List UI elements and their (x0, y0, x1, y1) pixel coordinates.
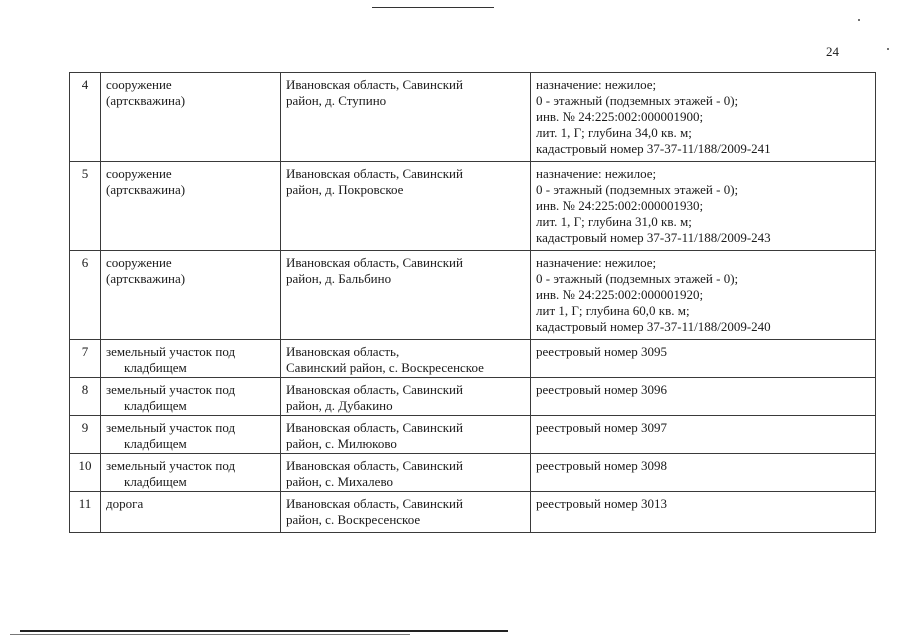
description-line: реестровый номер 3096 (536, 382, 668, 397)
row-number: 8 (81, 382, 89, 397)
address-line: Ивановская область, Савинский (286, 496, 463, 511)
table-row (70, 492, 876, 533)
object-name-cell (101, 454, 281, 492)
row-number-cell (70, 416, 101, 454)
table-row (70, 378, 876, 416)
object-name-line: сооружение (106, 77, 172, 92)
address-line: Ивановская область, (286, 344, 400, 359)
address-line: Савинский район, с. Воскресенское (286, 360, 484, 375)
address-line: район, д. Покровское (286, 182, 404, 197)
address-cell (281, 378, 531, 416)
address-line: район, с. Воскресенское (286, 512, 421, 527)
row-number-cell (70, 162, 101, 251)
address-line: район, д. Ступино (286, 93, 387, 108)
description-line: лит. 1, Г; глубина 31,0 кв. м; (536, 214, 692, 229)
object-name-line: земельный участок под (106, 344, 236, 359)
address-line: район, д. Бальбино (286, 271, 392, 286)
object-name-line: земельный участок под (106, 458, 236, 473)
object-name-line: земельный участок под (106, 420, 236, 435)
address-line: Ивановская область, Савинский (286, 420, 463, 435)
description-line: 0 - этажный (подземных этажей - 0); (536, 271, 739, 286)
object-name-cell (101, 340, 281, 378)
object-name-cell (101, 162, 281, 251)
description-line: реестровый номер 3013 (536, 496, 668, 511)
row-number-cell (70, 340, 101, 378)
table-row (70, 454, 876, 492)
object-name-line: (артскважина) (106, 182, 186, 197)
description-line: 0 - этажный (подземных этажей - 0); (536, 93, 739, 108)
scan-speck (858, 19, 860, 21)
description-line: кадастровый номер 37-37-11/188/2009-240 (536, 319, 771, 334)
address-line: Ивановская область, Савинский (286, 382, 463, 397)
address-cell (281, 162, 531, 251)
address-line: Ивановская область, Савинский (286, 458, 463, 473)
property-table (69, 72, 876, 533)
object-name-cell (101, 378, 281, 416)
address-cell (281, 73, 531, 162)
description-cell (531, 378, 876, 416)
description-line: инв. № 24:225:002:000001900; (536, 109, 704, 124)
description-line: лит. 1, Г; глубина 34,0 кв. м; (536, 125, 692, 140)
address-cell (281, 454, 531, 492)
row-number: 9 (81, 420, 89, 435)
address-cell (281, 492, 531, 533)
object-name-line: земельный участок под (106, 382, 236, 397)
description-line: реестровый номер 3097 (536, 420, 668, 435)
description-line: лит 1, Г; глубина 60,0 кв. м; (536, 303, 690, 318)
address-line: район, с. Михалево (286, 474, 393, 489)
object-name-cell (101, 251, 281, 340)
object-name-cell (101, 492, 281, 533)
footer-scan-rule (20, 630, 508, 632)
description-cell (531, 492, 876, 533)
object-name-line: кладбищем (124, 436, 187, 451)
description-line: назначение: нежилое; (536, 255, 657, 270)
address-cell (281, 340, 531, 378)
description-line: кадастровый номер 37-37-11/188/2009-241 (536, 141, 771, 156)
description-cell (531, 340, 876, 378)
object-name-line: кладбищем (124, 474, 187, 489)
description-line: инв. № 24:225:002:000001920; (536, 287, 704, 302)
footer-scan-rule-faint (10, 634, 410, 635)
object-name-line: кладбищем (124, 360, 187, 375)
object-name-line: дорога (106, 496, 144, 511)
description-cell (531, 416, 876, 454)
row-number-cell (70, 73, 101, 162)
page-number: 24 (826, 44, 839, 59)
object-name-line: (артскважина) (106, 271, 186, 286)
description-line: инв. № 24:225:002:000001930; (536, 198, 704, 213)
description-line: реестровый номер 3098 (536, 458, 668, 473)
row-number: 5 (81, 166, 89, 181)
table-row (70, 73, 876, 162)
description-line: кадастровый номер 37-37-11/188/2009-243 (536, 230, 771, 245)
scan-speck (887, 48, 889, 50)
object-name-line: (артскважина) (106, 93, 186, 108)
row-number: 10 (78, 458, 92, 473)
description-line: реестровый номер 3095 (536, 344, 668, 359)
object-name-line: сооружение (106, 166, 172, 181)
description-line: 0 - этажный (подземных этажей - 0); (536, 182, 739, 197)
object-name-line: сооружение (106, 255, 172, 270)
row-number-cell (70, 378, 101, 416)
row-number-cell (70, 454, 101, 492)
table-row (70, 251, 876, 340)
address-line: район, с. Милюково (286, 436, 397, 451)
description-cell (531, 454, 876, 492)
address-line: район, д. Дубакино (286, 398, 393, 413)
description-cell (531, 73, 876, 162)
row-number-cell (70, 492, 101, 533)
address-line: Ивановская область, Савинский (286, 77, 463, 92)
row-number: 11 (78, 496, 92, 511)
object-name-cell (101, 73, 281, 162)
row-number: 4 (81, 77, 89, 92)
address-line: Ивановская область, Савинский (286, 166, 463, 181)
table-row (70, 340, 876, 378)
table-row (70, 416, 876, 454)
object-name-line: кладбищем (124, 398, 187, 413)
header-rule (372, 7, 494, 8)
object-name-cell (101, 416, 281, 454)
description-cell (531, 251, 876, 340)
address-cell (281, 416, 531, 454)
row-number: 7 (81, 344, 89, 359)
description-cell (531, 162, 876, 251)
table-row (70, 162, 876, 251)
description-line: назначение: нежилое; (536, 166, 657, 181)
row-number: 6 (81, 255, 89, 270)
row-number-cell (70, 251, 101, 340)
address-cell (281, 251, 531, 340)
description-line: назначение: нежилое; (536, 77, 657, 92)
address-line: Ивановская область, Савинский (286, 255, 463, 270)
